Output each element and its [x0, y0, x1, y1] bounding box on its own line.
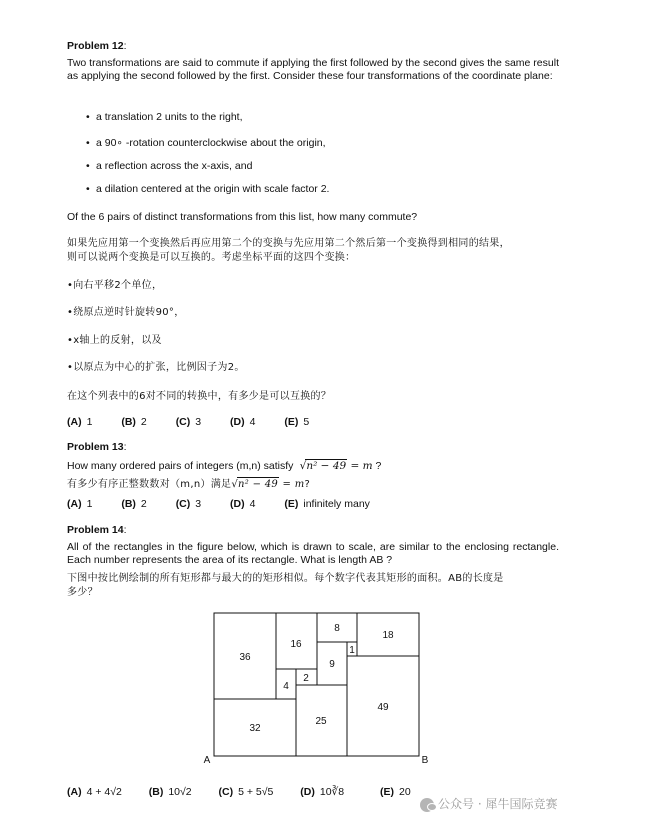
problem-13-answer-choices: [67, 498, 396, 511]
rectangles-figure: [195, 606, 435, 768]
bullet-item: • a translation 2 units to the right,: [86, 111, 243, 123]
area-label: 8: [334, 623, 340, 634]
problem-14-answer-choices: [67, 786, 437, 799]
problem-12-question: Of the 6 pairs of distinct transformations from this list, how many commute?: [67, 211, 418, 223]
area-label: 4: [283, 681, 289, 692]
problem-12-cn-intro-line-1: 如果先应用第一个变换然后再应用第二个的变换与先应用第二个然后第一个变换得到相同的结果，: [67, 238, 510, 249]
problem-13-question: How many ordered pairs of integers (m,n) satisfy √n² − 49 = m ?: [67, 460, 382, 472]
problem-12-intro: Two transformations are said to commute if applying the first followed by the second gives the same result as applying the second followed by the first. Consider these four transformations of the coordinate plane:: [67, 57, 559, 82]
cn-bullet-item: •向右平移2个单位，: [67, 280, 163, 291]
bullet-item: • a dilation centered at the origin with scale factor 2.: [86, 183, 330, 195]
problem-12-cn-question: 在这个列表中的6对不同的转换中，有多少是可以互换的？: [67, 391, 332, 402]
bullet-item: • a reflection across the x-axis, and: [86, 160, 253, 172]
problem-13-cn-question: 有多少有序正整数数对（m,n）满足√n² − 49 = m?: [67, 479, 311, 490]
answer-choice: (B) 10√2: [148, 786, 192, 798]
problem-12-heading: Problem 12:: [67, 40, 127, 52]
area-label: 9: [329, 659, 335, 670]
problem-14-heading: Problem 14:: [67, 524, 127, 536]
answer-choice: (E) infinitely many: [284, 498, 370, 510]
area-label: 32: [249, 723, 261, 734]
problem-14-cn-intro-line-1: 下图中按比例绘制的所有矩形都与最大的的矩形相似。每个数字代表其矩形的面积。AB的长度是: [67, 573, 504, 584]
cn-bullet-item: •x轴上的反射，以及: [67, 335, 162, 346]
bullet-item: • a 90∘ -rotation counterclockwise about the origin,: [86, 137, 326, 149]
equation: √n² − 49 = m: [296, 460, 373, 472]
answer-choice: (C) 3: [175, 416, 202, 428]
answer-choice: (B) 2: [121, 416, 147, 428]
answer-choice: (E) 5: [284, 416, 310, 428]
problem-12-cn-intro-line-2: 则可以说两个变换是可以互换的。考虑坐标平面的这四个变换：: [67, 252, 356, 263]
wechat-icon: [420, 798, 434, 812]
point-a-label: A: [203, 755, 211, 766]
answer-choice: (A) 4 + 4√2: [67, 786, 122, 798]
area-label: 25: [315, 716, 327, 727]
answer-choice: (A) 1: [67, 416, 93, 428]
answer-choice: (D) 4: [230, 416, 256, 428]
answer-choice: (D) 10∛8: [300, 786, 345, 798]
answer-choice: (B) 2: [121, 498, 147, 510]
answer-choice: (A) 1: [67, 498, 93, 510]
problem-13-heading: Problem 13:: [67, 441, 127, 453]
point-b-label: B: [421, 755, 429, 766]
answer-choice: (C) 5 + 5√5: [218, 786, 274, 798]
problem-12-answer-choices: [67, 416, 335, 429]
cn-bullet-item: •绕原点逆时针旋转90°，: [67, 307, 185, 318]
problem-14-cn-intro-line-2: 多少？: [67, 587, 98, 598]
answer-choice: (E) 20: [380, 786, 411, 798]
area-label: 49: [377, 702, 389, 713]
answer-choice: (D) 4: [230, 498, 256, 510]
answer-choice: (C) 3: [175, 498, 202, 510]
area-label: 36: [239, 652, 251, 663]
area-label: 18: [382, 630, 394, 641]
watermark: 公众号 · 犀牛国际竞赛: [420, 795, 557, 812]
area-label: 1: [349, 645, 355, 656]
cn-bullet-item: •以原点为中心的扩张，比例因子为2。: [67, 362, 245, 373]
area-label: 16: [290, 639, 302, 650]
problem-14-intro: All of the rectangles in the figure below, which is drawn to scale, are similar to the enclosing rectangle. Each number represents the area of its rectangle. What is length AB ?: [67, 541, 559, 566]
area-label: 2: [303, 673, 309, 684]
equation: √n² − 49 = m: [231, 479, 305, 490]
